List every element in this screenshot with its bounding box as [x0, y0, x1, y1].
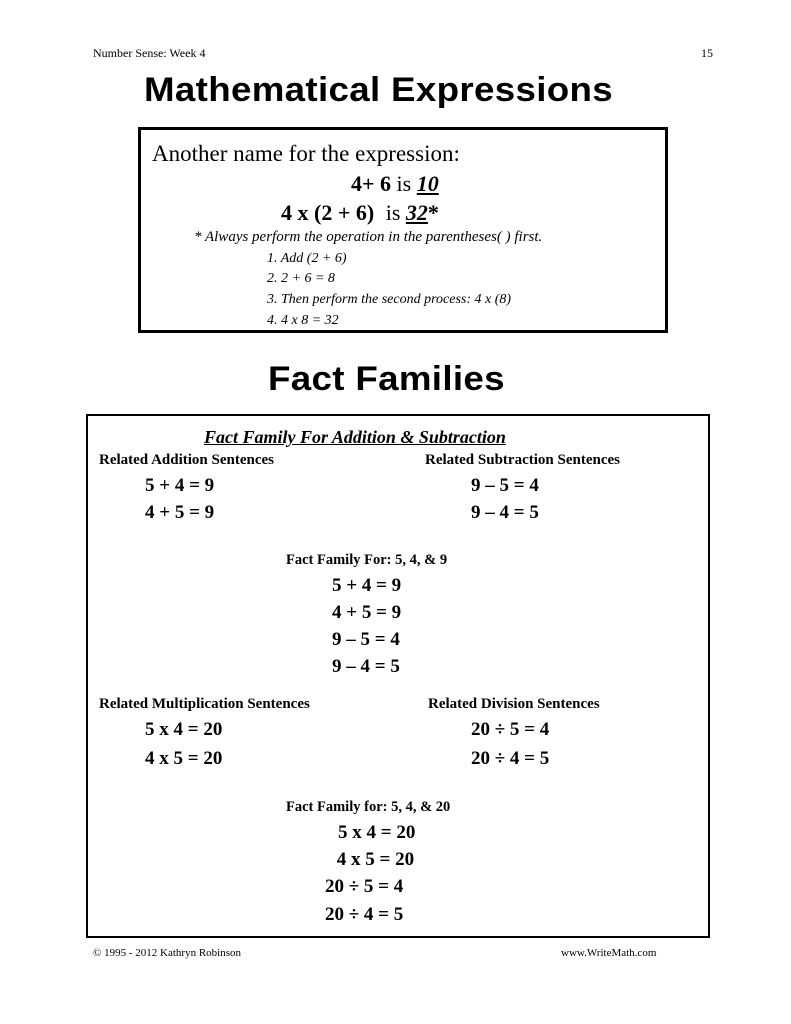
fact-family-1-eq-3: 9 – 5 = 4	[332, 629, 400, 650]
example-1-answer: 10	[416, 171, 439, 196]
example-2-is: is	[385, 200, 401, 225]
multiplication-eq-1: 5 x 4 = 20	[145, 719, 223, 740]
footer-copyright: © 1995 - 2012 Kathryn Robinson	[93, 947, 241, 959]
parentheses-note: * Always perform the operation in the parentheses( ) first.	[194, 229, 543, 245]
fact-family-2-eq-2: 4 x 5 = 20	[332, 849, 415, 870]
example-2-expression: 4 x (2 + 6)	[281, 200, 375, 225]
expression-intro: Another name for the expression:	[152, 141, 460, 166]
division-eq-1: 20 ÷ 5 = 4	[471, 719, 550, 740]
section-title-fact-families: Fact Families	[268, 360, 505, 398]
fact-family-2-eq-1: 5 x 4 = 20	[338, 822, 416, 843]
example-1	[351, 171, 439, 197]
addition-label: Related Addition Sentences	[99, 452, 275, 468]
subtraction-eq-1: 9 – 5 = 4	[471, 475, 539, 496]
addition-eq-2: 4 + 5 = 9	[145, 502, 215, 523]
fact-family-1-label: Fact Family For: 5, 4, & 9	[286, 552, 448, 568]
division-label: Related Division Sentences	[428, 696, 600, 712]
multiplication-label: Related Multiplication Sentences	[99, 696, 310, 712]
step-3: 3. Then perform the second process: 4 x (8)	[267, 292, 512, 307]
header-week-label: Number Sense: Week 4	[93, 46, 206, 60]
fact-family-box-title: Fact Family For Addition & Subtraction	[204, 427, 506, 447]
step-2: 2. 2 + 6 = 8	[267, 271, 335, 286]
division-eq-2: 20 ÷ 4 = 5	[471, 748, 550, 769]
subtraction-eq-2: 9 – 4 = 5	[471, 502, 539, 523]
fact-family-2-label: Fact Family for: 5, 4, & 20	[286, 799, 451, 815]
example-2	[281, 200, 439, 226]
fact-family-2-eq-3: 20 ÷ 5 = 4	[325, 876, 404, 897]
addition-eq-1: 5 + 4 = 9	[145, 475, 215, 496]
page-number: 15	[701, 46, 713, 60]
step-4: 4. 4 x 8 = 32	[267, 313, 339, 328]
example-2-asterisk: *	[427, 200, 439, 225]
subtraction-label: Related Subtraction Sentences	[425, 452, 620, 468]
fact-family-2-eq-4: 20 ÷ 4 = 5	[325, 904, 404, 925]
example-2-answer: 32	[405, 200, 428, 225]
footer-website: www.WriteMath.com	[561, 947, 657, 959]
fact-family-1-eq-1: 5 + 4 = 9	[332, 575, 402, 596]
fact-family-1-eq-4: 9 – 4 = 5	[332, 656, 400, 677]
step-1: 1. Add (2 + 6)	[267, 251, 347, 266]
multiplication-eq-2: 4 x 5 = 20	[145, 748, 223, 769]
example-1-expression: 4+ 6	[351, 171, 392, 196]
fact-family-1-eq-2: 4 + 5 = 9	[332, 602, 402, 623]
example-1-is: is	[396, 171, 412, 196]
section-title-expressions: Mathematical Expressions	[144, 71, 614, 109]
